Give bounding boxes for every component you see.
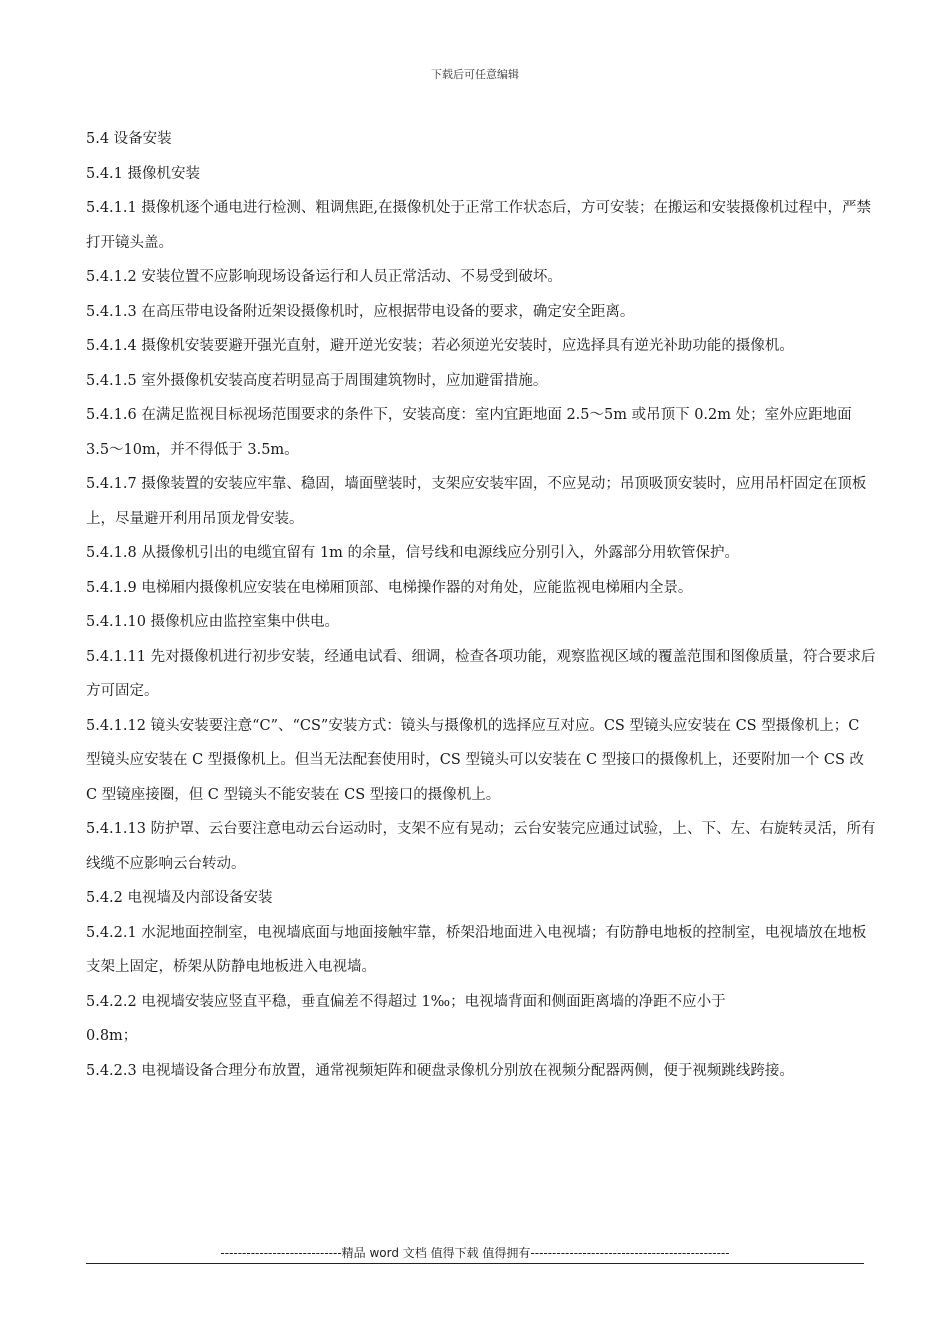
paragraph: 5.4.2.1 水泥地面控制室，电视墙底面与地面接触牢靠，桥架沿地面进入电视墙；有防静电地板的控制室，电视墙放在地板支架上固定，桥架从防静电地板进入电视墙。 — [86, 924, 867, 975]
paragraph: 5.4.1.5 室外摄像机安装高度若明显高于周围建筑物时，应加避雷措施。 — [86, 372, 548, 389]
subsection-heading: 5.4.1 摄像机安装 — [86, 165, 201, 182]
paragraph: 5.4.1.10 摄像机应由监控室集中供电。 — [86, 614, 340, 630]
paragraph: 5.4.2.2 电视墙安装应竖直平稳，垂直偏差不得超过 1‰；电视墙背面和侧面距离墙的净距不应小于 — [86, 993, 726, 1010]
paragraph: 5.4.1.3 在高压带电设备附近架设摄像机时，应根据带电设备的要求，确定安全距离。 — [86, 303, 635, 320]
paragraph: 5.4.1.8 从摄像机引出的电缆宜留有 1m 的余量，信号线和电源线应分别引入，外露部分用软管保护。 — [86, 545, 740, 561]
document-body — [86, 122, 876, 1088]
paragraph: 5.4.1.4 摄像机安装要避开强光直射，避开逆光安装；若必须逆光安装时，应选择具有逆光补助功能的摄像机。 — [86, 338, 794, 354]
paragraph-continuation: 0.8m； — [86, 1028, 138, 1044]
paragraph: 5.4.1.13 防护罩、云台要注意电动云台运动时，支架不应有晃动；云台安装完应通过试验，上、下、左、右旋转灵活，所有线缆不应影响云台转动。 — [86, 821, 876, 872]
paragraph: 5.4.1.6 在满足监视目标视场范围要求的条件下，安装高度：室内宜距地面 2.5～5m 或吊顶下 0.2m 处；室外应距地面 3.5～10m，并不得低于 3.5m。 — [86, 407, 852, 458]
paragraph: 5.4.1.12 镜头安装要注意“C”、“CS”安装方式：镜头与摄像机的选择应互对应。CS 型镜头应安装在 CS 型摄像机上；C 型镜头应安装在 C 型摄像机上。但当无法配套使用时，CS 型镜头可以安装在 C 型接口的摄像机上，还要附加一个 CS 改 C 型镜座接圈，但 C 型镜头不能安装在 CS 型接口的摄像机上。 — [86, 717, 865, 803]
paragraph: 5.4.2.3 电视墙设备合理分布放置，通常视频矩阵和硬盘录像机分别放在视频分配器两侧，便于视频跳线跨接。 — [86, 1062, 794, 1079]
page-header: 下载后可任意编辑 — [431, 68, 519, 81]
paragraph: 5.4.1.1 摄像机逐个通电进行检测、粗调焦距,在摄像机处于正常工作状态后，方可安装；在搬运和安装摄像机过程中，严禁打开镜头盖。 — [86, 200, 871, 251]
paragraph: 5.4.1.2 安装位置不应影响现场设备运行和人员正常活动、不易受到破坏。 — [86, 269, 562, 285]
paragraph: 5.4.1.9 电梯厢内摄像机应安装在电梯厢顶部、电梯操作器的对角处，应能监视电梯厢内全景。 — [86, 579, 693, 596]
subsection-heading: 5.4.2 电视墙及内部设备安装 — [86, 890, 273, 906]
section-heading: 5.4 设备安装 — [86, 131, 172, 147]
paragraph: 5.4.1.7 摄像装置的安装应牢靠、稳固，墙面壁装时，支架应安装牢固，不应晃动；吊顶吸顶安装时，应用吊杆固定在顶板上，尽量避开利用吊顶龙骨安装。 — [86, 476, 867, 527]
paragraph: 5.4.1.11 先对摄像机进行初步安装，经通电试看、细调，检查各项功能，观察监视区域的覆盖范围和图像质量，符合要求后方可固定。 — [86, 648, 876, 699]
page-footer: ----------------------------精品 word 文档 值得下载 值得拥有---------------------------------------------- — [86, 1244, 864, 1264]
